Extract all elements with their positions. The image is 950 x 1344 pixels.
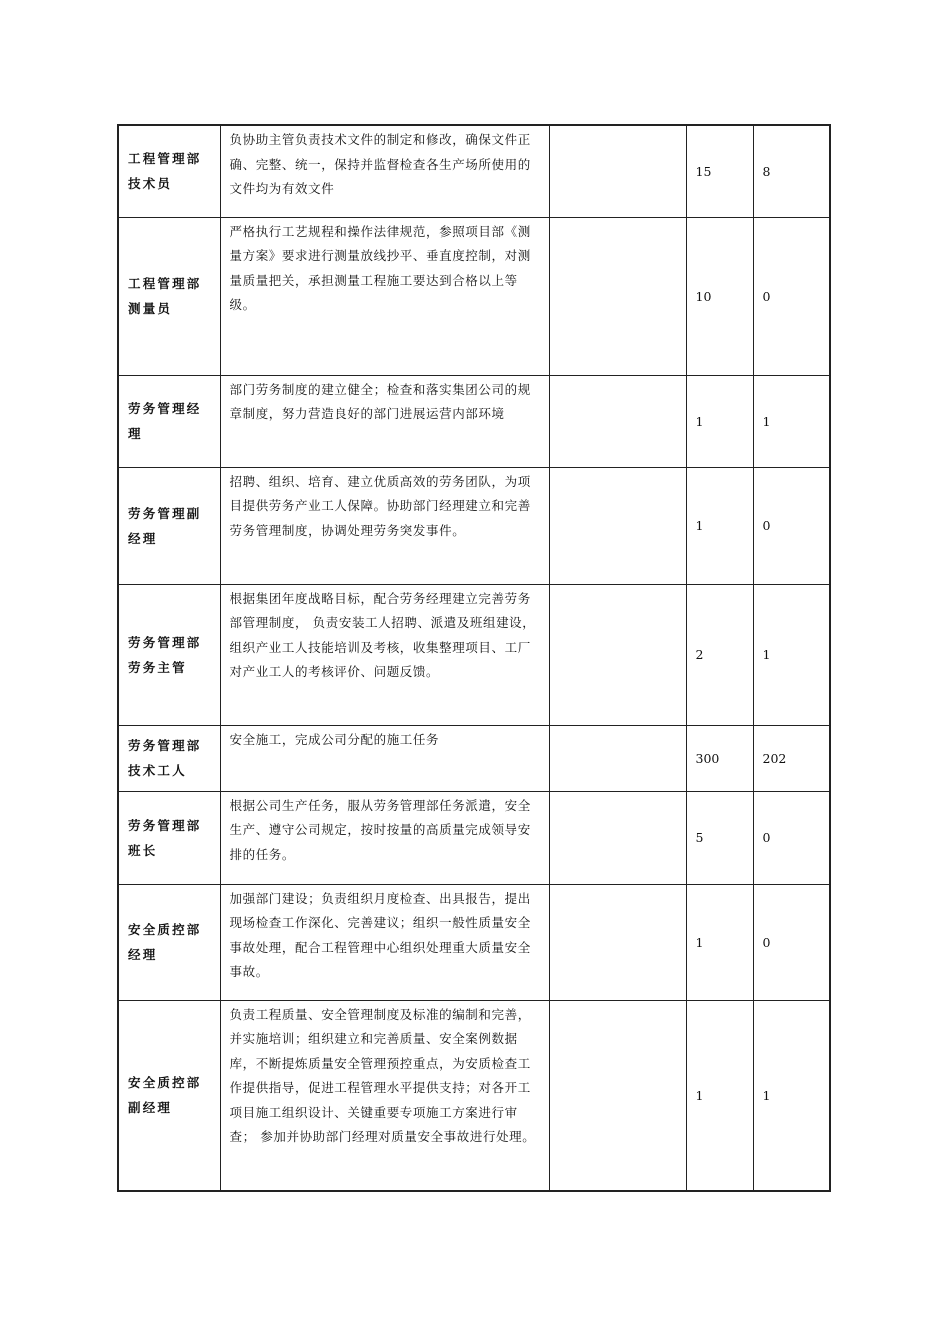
table-row: [118, 1000, 830, 1191]
planned-count-cell: 1: [686, 375, 753, 467]
duty-cell: 负协助主管负责技术文件的制定和修改，确保文件正确、完整、统一，保持并监督检查各生产场所使用的文件均为有效文件: [220, 125, 549, 217]
actual-count-cell: 8: [753, 125, 830, 217]
role-title-line: 经理: [128, 530, 158, 546]
table-row: [118, 217, 830, 375]
role-cell: [118, 217, 220, 375]
role-title-line: 劳务主管: [128, 659, 187, 675]
planned-count-cell: 15: [686, 125, 753, 217]
duty-cell: 根据公司生产任务，服从劳务管理部任务派遣，安全生产、遵守公司规定，按时按量的高质量完成领导安排的任务。: [220, 791, 549, 884]
role-title-line: 劳务管理副: [128, 505, 202, 521]
planned-count-cell: 10: [686, 217, 753, 375]
staffing-table: [117, 124, 831, 1192]
empty-cell: [549, 1000, 686, 1191]
role-cell: [118, 725, 220, 791]
empty-cell: [549, 217, 686, 375]
planned-count-cell: 1: [686, 884, 753, 1000]
role-title-line: 经理: [128, 947, 158, 962]
role-title-line: 理: [128, 426, 143, 441]
planned-count-cell: 5: [686, 791, 753, 884]
table-row: [118, 791, 830, 884]
role-title-line: 副经理: [128, 1100, 173, 1116]
empty-cell: [549, 375, 686, 467]
duty-cell: 安全施工，完成公司分配的施工任务: [220, 725, 549, 791]
duty-cell: 根据集团年度战略目标，配合劳务经理建立完善劳务部管理制度， 负责安装工人招聘、派遣及班组建设，组织产业工人技能培训及考核，收集整理项目、工厂对产业工人的考核评价、问题反馈。: [220, 584, 549, 725]
role-title-line: 技术员: [128, 176, 173, 192]
role-cell: [118, 375, 220, 467]
actual-count-cell: 0: [753, 791, 830, 884]
planned-count-cell: 300: [686, 725, 753, 791]
role-title-line: 劳务管理部: [128, 634, 202, 650]
table-row: [118, 467, 830, 584]
duty-cell: 招聘、组织、培育、建立优质高效的劳务团队，为项目提供劳务产业工人保障。协助部门经理建立和完善劳务管理制度，协调处理劳务突发事件。: [220, 467, 549, 584]
duty-cell: 部门劳务制度的建立健全；检查和落实集团公司的规章制度，努力营造良好的部门进展运营内部环境: [220, 375, 549, 467]
role-title-line: 工程管理部: [128, 151, 202, 167]
duty-cell: 严格执行工艺规程和操作法律规范，参照项目部《测量方案》要求进行测量放线抄平、垂直度控制，对测量质量把关，承担测量工程施工要达到合格以上等级。: [220, 217, 549, 375]
empty-cell: [549, 791, 686, 884]
role-title-line: 测量员: [128, 301, 173, 316]
empty-cell: [549, 125, 686, 217]
table-row: [118, 584, 830, 725]
duty-cell: 加强部门建设；负责组织月度检查、出具报告，提出现场检查工作深化、完善建议；组织一般性质量安全事故处理，配合工程管理中心组织处理重大质量安全事故。: [220, 884, 549, 1000]
role-cell: [118, 884, 220, 1000]
role-title-line: 班长: [128, 842, 158, 858]
role-title-line: 安全质控部: [128, 922, 202, 937]
table-row: [118, 725, 830, 791]
role-title-line: 劳务管理部: [128, 738, 202, 753]
table-row: [118, 375, 830, 467]
actual-count-cell: 1: [753, 584, 830, 725]
table-row: [118, 884, 830, 1000]
role-cell: [118, 125, 220, 217]
empty-cell: [549, 725, 686, 791]
planned-count-cell: 1: [686, 467, 753, 584]
role-title-line: 安全质控部: [128, 1075, 202, 1091]
table-body: [118, 125, 830, 1191]
role-title-line: 劳务管理部: [128, 817, 202, 833]
role-title-line: 工程管理部: [128, 276, 202, 291]
planned-count-cell: 2: [686, 584, 753, 725]
role-title-line: 技术工人: [128, 763, 187, 778]
role-cell: [118, 467, 220, 584]
empty-cell: [549, 584, 686, 725]
actual-count-cell: 0: [753, 467, 830, 584]
empty-cell: [549, 467, 686, 584]
actual-count-cell: 1: [753, 1000, 830, 1191]
table-row: [118, 125, 830, 217]
actual-count-cell: 0: [753, 884, 830, 1000]
actual-count-cell: 0: [753, 217, 830, 375]
planned-count-cell: 1: [686, 1000, 753, 1191]
role-cell: [118, 1000, 220, 1191]
role-cell: [118, 584, 220, 725]
actual-count-cell: 202: [753, 725, 830, 791]
role-cell: [118, 791, 220, 884]
duty-cell: 负责工程质量、安全管理制度及标准的编制和完善，并实施培训；组织建立和完善质量、安全案例数据库，不断提炼质量安全管理预控重点，为安质检查工作提供指导，促进工程管理水平提供支持；对各开工项目施工组织设计、关键重要专项施工方案进行审查； 参加并协助部门经理对质量安全事故进行处理。: [220, 1000, 549, 1191]
empty-cell: [549, 884, 686, 1000]
role-title-line: 劳务管理经: [128, 401, 202, 416]
actual-count-cell: 1: [753, 375, 830, 467]
